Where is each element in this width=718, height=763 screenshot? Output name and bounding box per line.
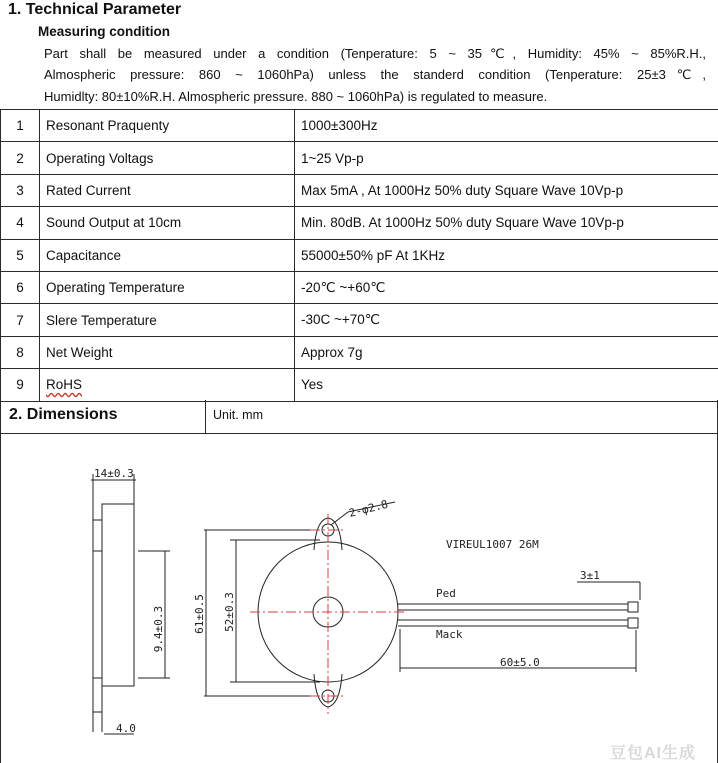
row-number: 8 <box>1 336 40 368</box>
table-row <box>1 207 718 239</box>
dim-mounting-holes: 2-φ2.8 <box>347 497 390 520</box>
dimensions-header <box>0 400 718 434</box>
param-value: -30C ~+70℃ <box>295 304 718 336</box>
param-name: Operating Temperature <box>40 271 295 303</box>
parameter-table <box>0 109 718 402</box>
wire-black-label: Mack <box>436 628 463 641</box>
row-number: 9 <box>1 369 40 401</box>
param-name: Net Weight <box>40 336 295 368</box>
row-number: 3 <box>1 174 40 206</box>
param-value: Min. 80dB. At 1000Hz 50% duty Square Wave 10Vp-p <box>295 207 718 239</box>
table-row <box>1 142 718 174</box>
row-number: 2 <box>1 142 40 174</box>
row-number: 1 <box>1 110 40 142</box>
param-value: Yes <box>295 369 718 401</box>
param-name: Sound Output at 10cm <box>40 207 295 239</box>
param-value: 1~25 Vp-p <box>295 142 718 174</box>
table-row <box>1 336 718 368</box>
param-name: Rated Current <box>40 174 295 206</box>
dim-thickness-bottom: 4.0 <box>116 722 136 735</box>
header-divider <box>205 400 206 434</box>
row-number: 5 <box>1 239 40 271</box>
ai-watermark: 豆包AI生成 <box>610 745 697 762</box>
wire-red-label: Ped <box>436 587 456 600</box>
param-value: Max 5mA , At 1000Hz 50% duty Square Wave 10Vp-p <box>295 174 718 206</box>
table-row <box>1 174 718 206</box>
param-value: 55000±50% pF At 1KHz <box>295 239 718 271</box>
wire-spec-label: VIREUL1007 26M <box>446 538 539 551</box>
table-row <box>1 369 718 401</box>
row-number: 7 <box>1 304 40 336</box>
row-number: 6 <box>1 271 40 303</box>
dim-overall-height: 61±0.5 <box>193 594 206 634</box>
param-value: -20℃ ~+60℃ <box>295 271 718 303</box>
measuring-condition-line-2: Almospheric pressure: 860 ~ 1060hPa) unless the standerd condition (Tenperature: 25±3℃, <box>44 67 706 82</box>
param-name: Resonant Praquenty <box>40 110 295 142</box>
row-number: 4 <box>1 207 40 239</box>
param-name: RoHS <box>40 369 295 401</box>
table-row <box>1 271 718 303</box>
dim-strip-length: 3±1 <box>580 569 600 582</box>
param-name: Operating Voltags <box>40 142 295 174</box>
table-row <box>1 304 718 336</box>
dim-wire-length: 60±5.0 <box>500 656 540 669</box>
measuring-condition-line-3: Humidlty: 80±10%R.H. Almospheric pressure. 880 ~ 1060hPa) is regulated to measure. <box>44 89 548 104</box>
table-row <box>1 110 718 142</box>
param-name: Capacitance <box>40 239 295 271</box>
param-value: Approx 7g <box>295 336 718 368</box>
measuring-condition-title: Measuring condition <box>38 24 171 39</box>
unit-label: Unit. mm <box>213 408 263 422</box>
section-title-dimensions: 2. Dimensions <box>9 406 118 423</box>
dim-body-height: 9.4±0.3 <box>152 605 165 653</box>
table-row <box>1 239 718 271</box>
param-name: Slere Temperature <box>40 304 295 336</box>
dimension-drawing <box>0 434 718 763</box>
side-view <box>91 474 170 734</box>
param-value: 1000±300Hz <box>295 110 718 142</box>
dim-thickness-top: 14±0.3 <box>94 467 134 480</box>
measuring-condition-line-1: Part shall be measured under a condition (Tenperature: 5 ~ 35℃, Humidity: 45% ~ 85%R.H., <box>44 46 706 61</box>
dim-hole-span: 52±0.3 <box>223 592 236 632</box>
section-title-technical-parameter: 1. Technical Parameter <box>8 1 182 18</box>
center-lines <box>250 514 406 714</box>
